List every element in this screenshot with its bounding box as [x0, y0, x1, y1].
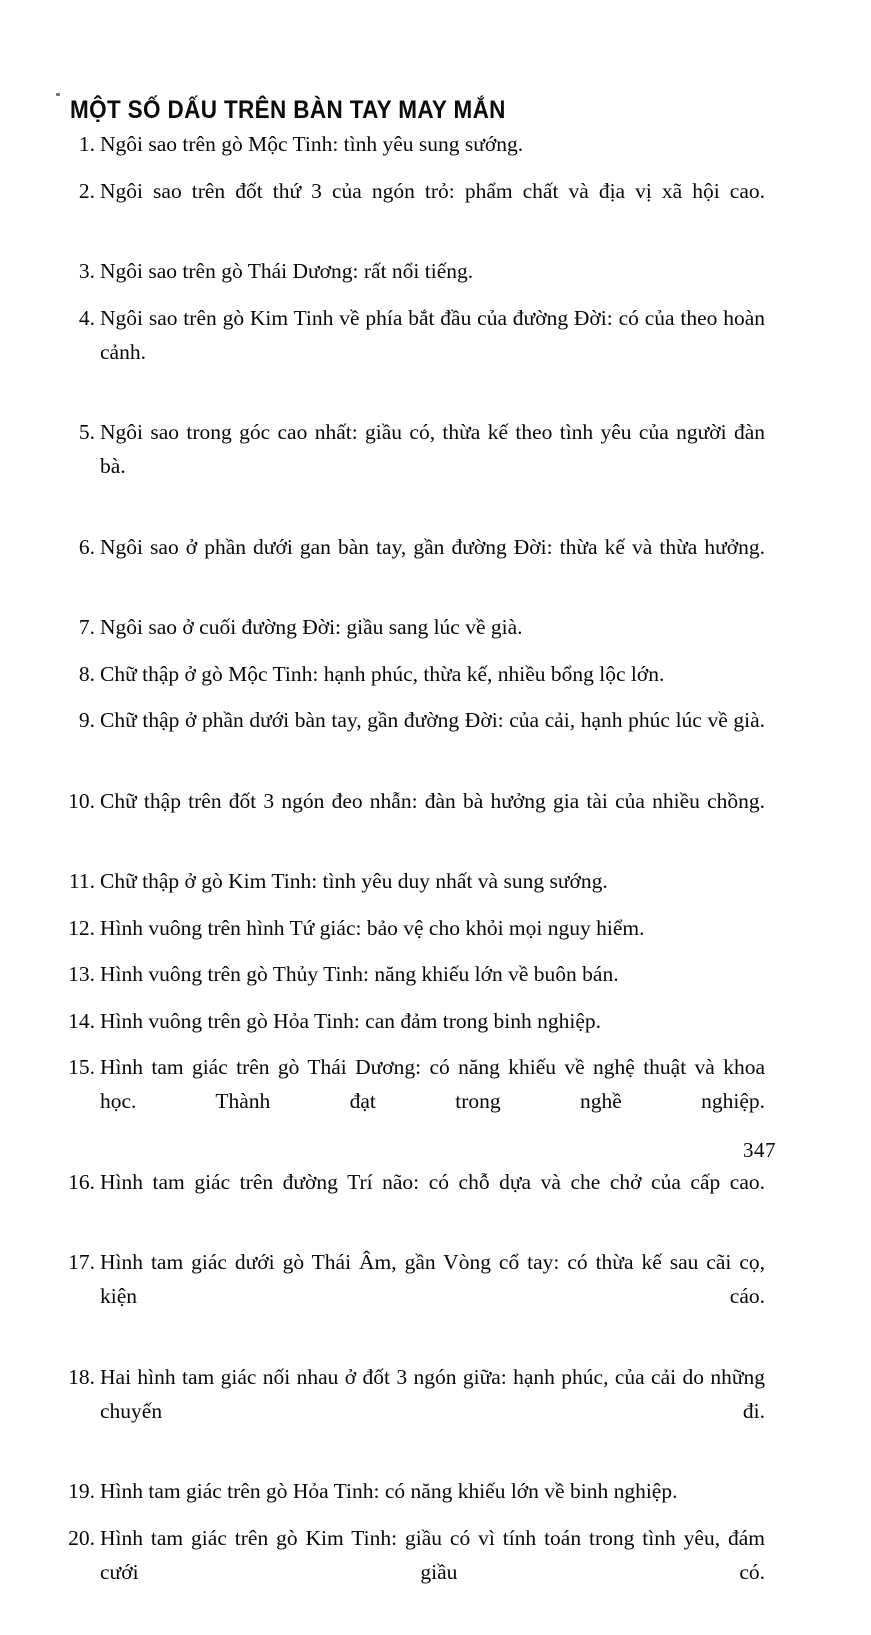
list-item-number: 1.: [78, 132, 95, 156]
list-item-number: 7.: [78, 615, 95, 639]
list-item: [0, 1521, 871, 1623]
list-item: [0, 784, 871, 852]
list-item: [0, 957, 871, 991]
list-item: [0, 530, 871, 598]
list-item-text: Ngôi sao trên đốt thứ 3 của ngón trỏ: phẩm chất và địa vị xã hội cao.: [100, 178, 765, 203]
list-item-text: Ngôi sao trên gò Thái Dương: rất nổi tiếng.: [100, 259, 474, 283]
list-item-number: 15.: [68, 1055, 95, 1079]
list-item-number: 16.: [68, 1169, 95, 1194]
list-item-number: 6.: [78, 534, 95, 559]
list-item: [0, 415, 871, 517]
list-item-text: Hình tam giác dưới gò Thái Âm, gần Vòng cổ tay: có thừa kế sau cãi cọ, kiện cáo.: [100, 1250, 765, 1308]
list-item: [0, 127, 871, 161]
list-item-number: 10.: [68, 788, 95, 813]
list-item-number: 14.: [68, 1008, 95, 1033]
title-block: [0, 78, 871, 124]
list-item-text: Hình tam giác trên đường Trí não: có chỗ dựa và che chở của cấp cao.: [100, 1169, 765, 1194]
list-item: [0, 1050, 871, 1152]
list-item-text: Chữ thập ở phần dưới bàn tay, gần đường Đời: của cải, hạnh phúc lúc về già.: [100, 708, 765, 732]
list-item-text: Ngôi sao trên gò Mộc Tinh: tình yêu sung sướng.: [100, 132, 524, 156]
list-item: [0, 1165, 871, 1233]
scan-artifact-dot: [56, 93, 60, 96]
list-item: [0, 911, 871, 945]
list-item: [0, 254, 871, 288]
list-item-number: 2.: [78, 178, 95, 203]
numbered-list: [0, 127, 871, 1635]
list-item-text: Hình vuông trên gò Hỏa Tinh: can đảm trong binh nghiệp.: [100, 1008, 602, 1033]
list-item-text: Chữ thập ở gò Kim Tinh: tình yêu duy nhất và sung sướng.: [100, 869, 608, 893]
list-item-text: Hình tam giác trên gò Kim Tinh: giầu có vì tính toán trong tình yêu, đám cưới giầu có.: [100, 1525, 765, 1584]
list-item-number: 4.: [78, 305, 95, 330]
page-title: MỘT SỐ DẤU TRÊN BÀN TAY MAY MẮN: [70, 95, 506, 124]
list-item: [0, 703, 871, 771]
list-item: [0, 301, 871, 403]
list-item-text: Hình tam giác trên gò Thái Dương: có năng khiếu về nghệ thuật và khoa học. Thành đạt trong nghề nghiệp.: [100, 1055, 765, 1113]
list-item: [0, 1474, 871, 1508]
page-number: 347: [743, 1138, 776, 1162]
list-item-text: Ngôi sao ở cuối đường Đời: giầu sang lúc về già.: [100, 615, 523, 639]
list-item-text: Chữ thập trên đốt 3 ngón đeo nhẫn: đàn bà hưởng gia tài của nhiều chồng.: [100, 788, 765, 813]
list-item: [0, 174, 871, 242]
list-item-number: 8.: [78, 661, 95, 686]
list-item-text: Hình tam giác trên gò Hỏa Tinh: có năng khiếu lớn về binh nghiệp.: [100, 1479, 678, 1503]
list-item-text: Hai hình tam giác nối nhau ở đốt 3 ngón giữa: hạnh phúc, của cải do những chuyến đi.: [100, 1364, 765, 1423]
list-item: [0, 610, 871, 644]
list-item: [0, 1245, 871, 1347]
list-item-text: Ngôi sao ở phần dưới gan bàn tay, gần đường Đời: thừa kế và thừa hưởng.: [100, 534, 765, 559]
list-item-text: Ngôi sao trong góc cao nhất: giầu có, thừa kế theo tình yêu của người đàn bà.: [100, 420, 765, 478]
list-item-text: Ngôi sao trên gò Kim Tinh về phía bắt đầu của đường Đời: có của theo hoàn cảnh.: [100, 305, 765, 364]
list-item: [0, 1004, 871, 1038]
list-item-text: Hình vuông trên hình Tứ giác: bảo vệ cho khỏi mọi nguy hiểm.: [100, 915, 645, 940]
list-item-number: 18.: [68, 1364, 95, 1389]
list-item-number: 17.: [68, 1250, 95, 1274]
list-item: [0, 657, 871, 691]
list-item-number: 9.: [78, 708, 95, 732]
list-item-number: 3.: [78, 259, 95, 283]
list-item-text: Chữ thập ở gò Mộc Tinh: hạnh phúc, thừa kế, nhiều bổng lộc lớn.: [100, 661, 665, 686]
list-item-number: 19.: [68, 1479, 95, 1503]
list-item: [0, 864, 871, 898]
list-item-number: 20.: [68, 1525, 95, 1550]
list-item: [0, 1360, 871, 1462]
list-item-number: 5.: [78, 420, 95, 444]
list-item-number: 13.: [68, 962, 95, 986]
list-item-number: 11.: [68, 869, 95, 893]
list-item-number: 12.: [68, 915, 95, 940]
list-item-text: Hình vuông trên gò Thủy Tinh: năng khiếu lớn về buôn bán.: [100, 962, 619, 986]
